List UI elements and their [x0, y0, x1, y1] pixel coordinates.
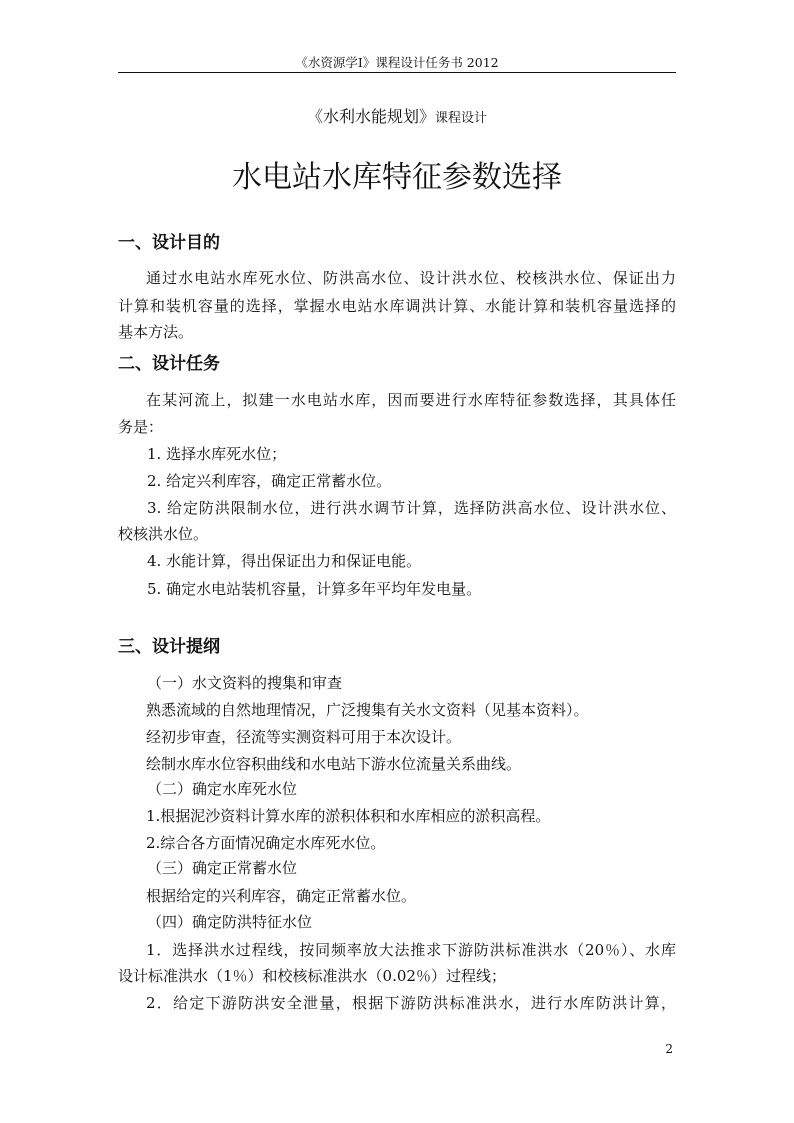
- section-heading-purpose: 一、设计目的: [118, 233, 220, 253]
- task-item: 5. 确定水电站装机容量，计算多年平均年发电量。: [147, 580, 482, 598]
- subtitle-suffix: 课程设计: [435, 111, 488, 126]
- task-item-continuation: 校核洪水位。: [118, 525, 209, 543]
- outline-subheading: （四）确定防洪特征水位: [147, 913, 313, 931]
- outline-line: 1．选择洪水过程线，按同频率放大法推求下游防洪标准洪水（20％）、水库: [146, 941, 676, 959]
- section-heading-outline: 三、设计提纲: [118, 637, 220, 657]
- task-item: 3. 给定防洪限制水位，进行洪水调节计算，选择防洪高水位、设计洪水位、: [147, 499, 676, 517]
- outline-subheading: （三）确定正常蓄水位: [147, 859, 298, 877]
- header-rule: [118, 72, 676, 73]
- outline-line: 设计标准洪水（1％）和校核标准洪水（0.02％）过程线；: [118, 967, 506, 985]
- task-item: 4. 水能计算，得出保证出力和保证电能。: [147, 552, 422, 570]
- outline-line: 经初步审查，径流等实测资料可用于本次设计。: [146, 728, 462, 746]
- outline-subheading: （一）水文资料的搜集和审查: [147, 674, 343, 692]
- page-number: 2: [665, 1042, 673, 1056]
- outline-line: 熟悉流域的自然地理情况，广泛搜集有关水文资料（见基本资料）。: [146, 701, 589, 719]
- document-subtitle: [0, 107, 794, 129]
- paragraph-line: 务是：: [118, 418, 164, 436]
- paragraph-line: 在某河流上，拟建一水电站水库，因而要进行水库特征参数选择，其具体任: [146, 391, 676, 409]
- paragraph-line: 计算和装机容量的选择，掌握水电站水库调洪计算、水能计算和装机容量选择的: [118, 297, 676, 315]
- paragraph-line: 基本方法。: [118, 323, 194, 341]
- paragraph-line: 通过水电站水库死水位、防洪高水位、设计洪水位、校核洪水位、保证出力: [146, 269, 676, 287]
- outline-line: 2.综合各方面情况确定水库死水位。: [146, 834, 386, 852]
- outline-subheading: （二）确定水库死水位: [147, 780, 298, 798]
- document-title: 水电站水库特征参数选择: [232, 160, 562, 195]
- outline-line: 1.根据泥沙资料计算水库的淤积体积和水库相应的淤积高程。: [146, 807, 551, 825]
- page-header: 《水资源学Ⅰ》课程设计任务书 2012: [295, 55, 499, 70]
- subtitle-main: 《水利水能规划》: [306, 107, 435, 126]
- task-item: 2. 给定兴利库容，确定正常蓄水位。: [147, 472, 392, 490]
- section-heading-tasks: 二、设计任务: [118, 354, 220, 374]
- outline-line: 绘制水库水位容积曲线和水电站下游水位流量关系曲线。: [146, 755, 522, 773]
- task-item: 1. 选择水库死水位；: [147, 445, 287, 463]
- outline-line: 根据给定的兴利库容，确定正常蓄水位。: [146, 887, 417, 905]
- outline-line: 2．给定下游防洪安全泄量，根据下游防洪标准洪水，进行水库防洪计算，: [146, 994, 676, 1012]
